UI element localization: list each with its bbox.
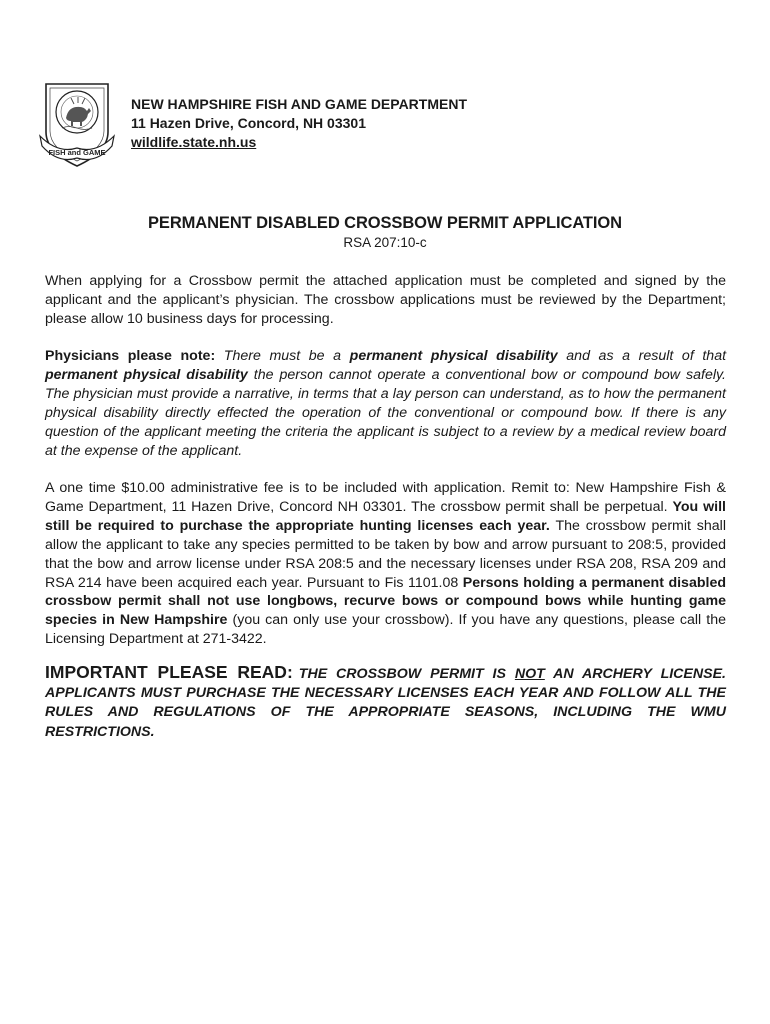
- physicians-text-2: and as a result of that: [557, 348, 727, 364]
- fee-paragraph: [45, 479, 726, 649]
- organization-block: [131, 95, 467, 152]
- intro-paragraph: When applying for a Crossbow permit the attached application must be completed and signed by the applicant and the applicant’s physician. The crossbow applications must be reviewed by the Department; please allow 10 business days for processing.: [45, 273, 726, 327]
- fee-emphasis-1: You will still be required to purchase the appropriate hunting licenses each year.: [45, 498, 726, 534]
- organization-website-link[interactable]: wildlife.state.nh.us: [131, 134, 257, 150]
- fish-and-game-seal-icon: [38, 78, 116, 170]
- physicians-text-3: the person cannot operate a conventional bow or compound bow safely. The physician must provide a narrative, in terms that a lay person can understand, as to how the permanent physical disability directly effected the operation of the conventional or compound bow. If there is any question of the applicant meeting the criteria the applicant is subject to a review by a medical review board at the expense of the applicant.: [45, 366, 726, 459]
- physicians-emphasis-2: permanent physical disability: [45, 366, 248, 383]
- important-notice: [45, 663, 726, 742]
- physicians-note-label: Physicians please note:: [45, 348, 216, 364]
- form-title: PERMANENT DISABLED CROSSBOW PERMIT APPLICATION: [148, 214, 622, 232]
- fee-emphasis-2: Persons holding a permanent disabled crossbow permit shall not use longbows, recurve bows or compound bows while hunting game species in New Hampshire: [45, 574, 727, 629]
- organization-name: NEW HAMPSHIRE FISH AND GAME DEPARTMENT: [131, 96, 467, 112]
- fee-text-2: The crossbow permit shall allow the applicant to take any species permitted to be taken by bow and arrow pursuant to 208:5, provided that the bow and arrow license under RSA 208:5 and the necessary licenses under RSA 208, RSA 209 and RSA 214 have been acquired each year. Pursuant to Fis 1101.08: [45, 517, 726, 591]
- important-not: NOT: [514, 666, 545, 682]
- important-lead: IMPORTANT PLEASE READ:: [45, 662, 293, 682]
- important-text-2: AN ARCHERY LICENSE. APPLICANTS MUST PURCHASE THE NECESSARY LICENSES EACH YEAR AND FOLLOW ALL THE RULES AND REGULATIONS OF THE APPROPRIATE SEASONS, INCLUDING THE WMU RESTRICTIONS.: [45, 666, 726, 740]
- important-text-1: THE CROSSBOW PERMIT IS: [298, 666, 515, 682]
- fee-text-1: A one time $10.00 administrative fee is to be included with application. Remit to: New Hampshire Fish & Game Department, 11 Hazen Drive, Concord NH 03301. The crossbow permit shall be perpetual.: [45, 480, 726, 515]
- physicians-emphasis-1: permanent physical disability: [349, 348, 558, 364]
- fee-text-3: (you can only use your crossbow). If you have any questions, please call the Licensing Department at 271-3422.: [45, 612, 727, 648]
- physicians-text-1: There must be a: [215, 348, 350, 364]
- organization-address: 11 Hazen Drive, Concord, NH 03301: [131, 115, 366, 131]
- form-statute: RSA 207:10-c: [343, 235, 427, 250]
- physicians-note-paragraph: [45, 347, 726, 460]
- seal-lettering: FISH and GAME: [48, 148, 106, 157]
